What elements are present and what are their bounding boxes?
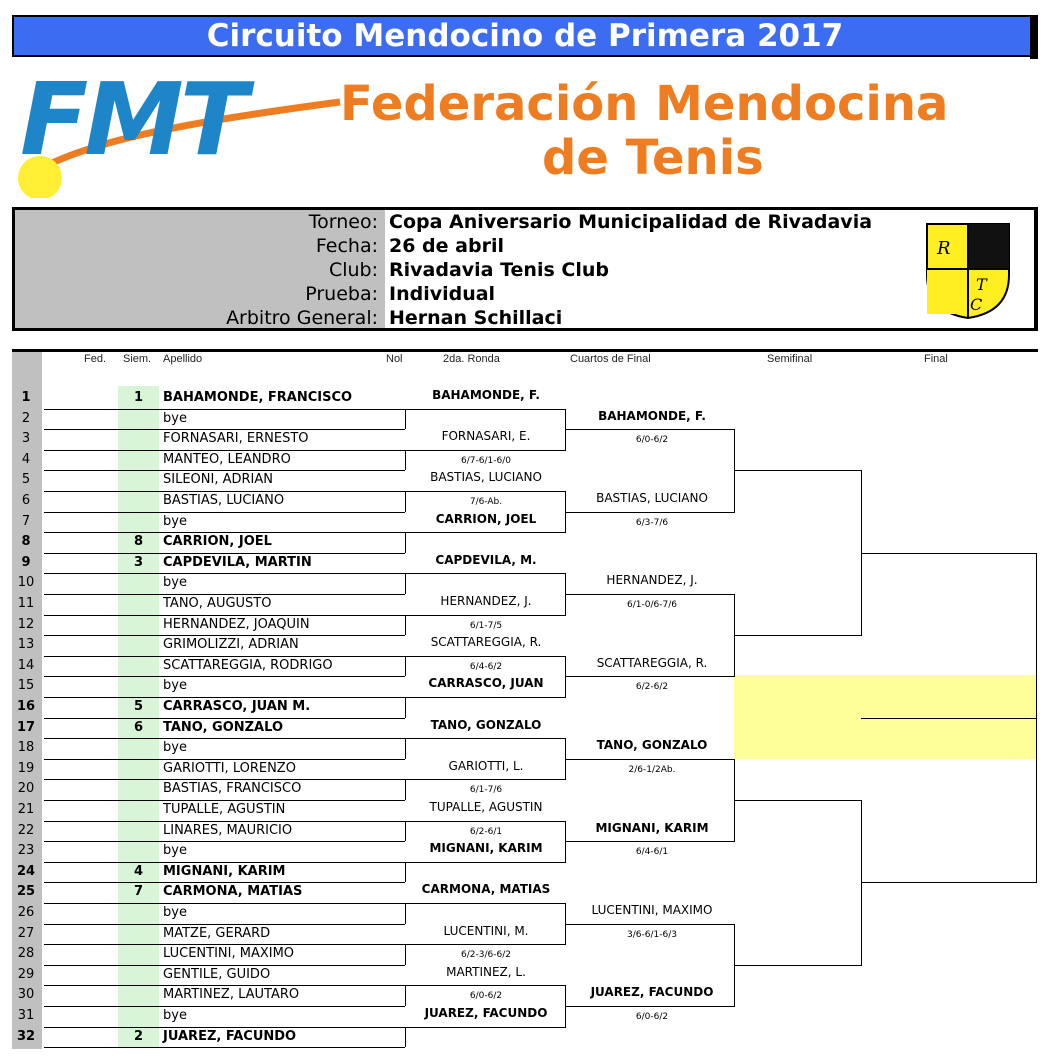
header-round2: 2da. Ronda (443, 353, 500, 365)
seed-number: 2 (133, 1028, 144, 1044)
club-letter-t: T (976, 275, 987, 294)
round2-winner: CARRASCO, JUAN (428, 676, 544, 691)
round2-connector (405, 779, 406, 800)
player-name: bye (163, 905, 187, 920)
player-name: SILEONI, ADRIAN (163, 472, 273, 488)
prueba-value: Individual (389, 283, 496, 305)
quarterfinal-winner: MIGNANI, KARIM (595, 820, 709, 835)
round2-line (405, 450, 565, 451)
header-semifinal: Semifinal (767, 353, 813, 365)
player-name: bye (163, 575, 187, 591)
draw-position: 14 (17, 657, 35, 673)
row-underline (44, 409, 405, 410)
draw-position: 32 (16, 1028, 36, 1044)
draw-position: 6 (21, 493, 31, 508)
seed-number: 7 (133, 884, 144, 900)
round2-winner: CARMONA, MATIAS (421, 882, 551, 897)
quarterfinal-score: 6/0-6/2 (635, 435, 669, 446)
draw-position: 30 (17, 987, 35, 1003)
quarterfinal-score: 3/6-6/1-6/3 (627, 929, 677, 940)
draw-position: 26 (17, 905, 35, 920)
draw-position: 19 (17, 760, 35, 776)
round2-score: 6/2-6/1 (469, 826, 503, 837)
champion-line (861, 718, 1037, 719)
draw-position: 13 (17, 637, 35, 653)
draw-position: 28 (17, 946, 35, 962)
round2-line (405, 903, 565, 904)
round2-line (405, 656, 565, 657)
player-name: GENTILE, GUIDO (163, 966, 271, 982)
round2-connector (405, 1027, 406, 1048)
round2-winner: GARIOTTI, L. (448, 758, 524, 773)
quarter-line (565, 1006, 735, 1007)
row-underline (44, 903, 405, 904)
round2-winner: CAPDEVILA, M. (435, 552, 537, 567)
round2-connector (405, 491, 406, 512)
player-name: TUPALLE, AGUSTIN (163, 802, 286, 817)
draw-position: 3 (21, 431, 31, 447)
round2-score: 6/4-6/2 (469, 661, 503, 672)
row-underline (44, 676, 405, 677)
round2-connector (405, 821, 406, 842)
quarterfinal-score: 6/3-7/6 (635, 517, 669, 528)
draw-position: 12 (17, 616, 35, 632)
final-line (861, 553, 1037, 554)
round2-connector (405, 985, 406, 1006)
seed-number: 8 (133, 534, 144, 550)
club-letter-c: C (970, 295, 983, 314)
player-name: GRIMOLIZZI, ADRIAN (163, 637, 299, 653)
round2-winner: SCATTAREGGIA, R. (430, 635, 542, 650)
round2-line (405, 985, 565, 986)
draw-position: 7 (21, 513, 31, 529)
draw-position: 24 (16, 863, 36, 879)
row-underline (44, 841, 405, 842)
quarterfinal-winner: LUCENTINI, MAXIMO (591, 903, 713, 917)
club-value: Rivadavia Tenis Club (389, 259, 609, 281)
draw-position: 8 (21, 534, 31, 550)
draw-position: 25 (16, 884, 36, 900)
round2-line (405, 491, 565, 492)
quarter-line (565, 676, 735, 677)
round2-winner: LUCENTINI, M. (443, 923, 529, 938)
round2-line (405, 738, 565, 739)
round2-connector (405, 573, 406, 594)
player-name: CAPDEVILA, MARTIN (163, 554, 312, 570)
quarter-line (565, 924, 735, 925)
federation-name-line2: de Tenis (542, 130, 764, 186)
draw-position: 27 (17, 925, 35, 941)
round2-line (405, 409, 565, 410)
draw-position: 1 (21, 390, 31, 405)
round2-line (405, 697, 565, 698)
round2-line (405, 1027, 565, 1028)
semifinal-line (734, 635, 862, 636)
fmt-acronym: FMT (20, 61, 245, 178)
semifinal-line (734, 965, 862, 966)
round2-winner: TUPALLE, AGUSTIN (429, 800, 543, 814)
round2-score: 7/6-Ab. (469, 497, 503, 507)
round2-score: 6/1-7/5 (469, 620, 503, 631)
header-fed: Fed. (84, 353, 107, 365)
row-underline (44, 512, 405, 513)
quarter-line (565, 759, 735, 760)
player-name: LUCENTINI, MAXIMO (163, 946, 295, 962)
draw-position: 20 (17, 781, 35, 797)
draw-position: 18 (17, 740, 35, 756)
round2-score: 6/7-6/1-6/0 (461, 455, 511, 466)
player-name: TANO, AUGUSTO (163, 596, 272, 611)
round2-line (405, 532, 565, 533)
torneo-label: Torneo: (308, 211, 378, 233)
quarterfinal-winner: HERNANDEZ, J. (606, 573, 698, 588)
round2-winner: BAHAMONDE, F. (432, 388, 540, 402)
seed-number: 3 (133, 554, 144, 570)
seed-number: 4 (133, 863, 144, 879)
seed-number: 1 (133, 390, 144, 405)
round2-line (405, 779, 565, 780)
quarterfinal-winner: TANO, GONZALO (596, 738, 708, 753)
quarter-line (565, 594, 735, 595)
round2-connector (405, 697, 406, 718)
arbitro-label: Arbitro General: (226, 307, 378, 329)
header-siem: Siem. (123, 353, 152, 365)
round2-winner: TANO, GONZALO (430, 717, 542, 732)
player-name: CARRION, JOEL (163, 534, 272, 550)
draw-position: 5 (21, 472, 31, 488)
draw-position: 16 (16, 699, 36, 714)
federation-name-line1: Federación Mendocina (340, 76, 949, 132)
quarterfinal-winner: BASTIAS, LUCIANO (596, 491, 708, 505)
draw-position: 22 (17, 822, 35, 838)
club-letter-r: R (937, 238, 951, 259)
final-line (861, 882, 1037, 883)
fecha-value: 26 de abril (389, 235, 504, 257)
round2-score: 6/0-6/2 (469, 991, 503, 1002)
player-name: MIGNANI, KARIM (163, 863, 286, 879)
player-name: SCATTAREGGIA, RODRIGO (163, 657, 333, 673)
round2-line (405, 944, 565, 945)
round2-connector (405, 944, 406, 965)
player-name: bye (163, 1008, 187, 1023)
draw-bracket (12, 349, 1038, 1049)
seed-number: 5 (133, 699, 144, 714)
player-name: CARMONA, MATIAS (163, 884, 303, 900)
player-name: MARTINEZ, LAUTARO (163, 987, 300, 1003)
round2-winner: MARTINEZ, L. (446, 964, 526, 979)
row-underline (44, 738, 405, 739)
fmt-logo (10, 62, 1040, 198)
player-name: HERNANDEZ, JOAQUIN (163, 616, 310, 632)
row-underline (44, 1047, 405, 1048)
draw-position: 29 (17, 966, 35, 982)
player-name: bye (163, 843, 187, 859)
round2-connector (405, 532, 406, 553)
header-apellido: Apellido (163, 353, 203, 365)
round2-winner: CARRION, JOEL (435, 511, 537, 526)
prueba-label: Prueba: (305, 283, 378, 305)
quarterfinal-score: 6/1-0/6-7/6 (627, 600, 677, 610)
round2-connector (405, 615, 406, 636)
player-name: bye (163, 513, 187, 529)
header-nol: Nol (386, 353, 403, 365)
round2-score: 6/1-7/6 (469, 785, 503, 796)
player-name: BASTIAS, LUCIANO (163, 493, 285, 508)
player-name: LINARES, MAURICIO (163, 822, 293, 838)
header-final: Final (924, 353, 948, 365)
round2-connector (405, 862, 406, 883)
quarterfinal-winner: SCATTAREGGIA, R. (596, 655, 708, 670)
semifinal-line (734, 470, 862, 471)
quarterfinal-score: 6/4-6/1 (635, 847, 669, 858)
draw-position: 31 (17, 1008, 35, 1023)
quarterfinal-winner: JUAREZ, FACUNDO (590, 985, 714, 1000)
row-underline (44, 573, 405, 574)
player-name: GARIOTTI, LORENZO (163, 760, 296, 776)
quarterfinal-score: 6/2-6/2 (635, 682, 669, 693)
round2-connector (405, 738, 406, 759)
player-name: MANTEO, LEANDRO (163, 451, 291, 467)
quarter-line (565, 841, 735, 842)
draw-position: 11 (17, 596, 35, 611)
row-underline (44, 1006, 405, 1007)
player-name: bye (163, 678, 187, 694)
quarter-line (565, 429, 735, 430)
round2-connector (405, 903, 406, 924)
round2-winner: JUAREZ, FACUNDO (424, 1006, 548, 1020)
round2-line (405, 821, 565, 822)
club-shield-icon (923, 220, 1013, 320)
draw-position: 10 (17, 575, 35, 591)
page-title: Circuito Mendocino de Primera 2017 (12, 15, 1038, 57)
round2-winner: BASTIAS, LUCIANO (430, 470, 542, 485)
club-label: Club: (328, 259, 378, 281)
round2-connector (405, 656, 406, 677)
round2-connector (405, 450, 406, 471)
seed-number: 6 (133, 719, 144, 735)
round2-winner: FORNASARI, E. (441, 429, 531, 444)
draw-position: 4 (21, 451, 31, 467)
round2-score: 6/2-3/6-6/2 (461, 950, 511, 961)
quarterfinal-score: 6/0-6/2 (635, 1012, 669, 1022)
draw-position: 21 (17, 802, 35, 817)
round2-line (405, 615, 565, 616)
semifinal-line (734, 800, 862, 801)
title-shadow (1030, 15, 1038, 59)
tournament-info (12, 207, 1038, 331)
draw-position: 2 (21, 410, 31, 426)
round2-line (405, 573, 565, 574)
player-name: BASTIAS, FRANCISCO (163, 781, 302, 797)
quarterfinal-winner: BAHAMONDE, F. (598, 408, 706, 423)
player-name: TANO, GONZALO (163, 719, 283, 735)
fecha-label: Fecha: (315, 235, 378, 257)
draw-position: 17 (16, 719, 36, 735)
player-name: JUAREZ, FACUNDO (163, 1028, 297, 1044)
player-name: bye (163, 740, 187, 756)
quarterfinal-score: 2/6-1/2Ab. (628, 764, 676, 775)
draw-position: 15 (17, 678, 35, 694)
round2-winner: HERNANDEZ, J. (440, 594, 532, 608)
round2-connector (405, 409, 406, 430)
quarter-line (565, 512, 735, 513)
player-name: CARRASCO, JUAN M. (163, 699, 311, 714)
player-name: BAHAMONDE, FRANCISCO (163, 390, 353, 405)
torneo-value: Copa Aniversario Municipalidad de Rivadavia (389, 211, 873, 233)
round2-line (405, 862, 565, 863)
round2-winner: MIGNANI, KARIM (429, 841, 543, 856)
header-quarterfinal: Cuartos de Final (570, 353, 651, 365)
arbitro-value: Hernan Schillaci (389, 307, 563, 329)
player-name: MATZE, GERARD (163, 925, 271, 941)
draw-position: 9 (21, 554, 31, 570)
draw-position: 23 (17, 843, 35, 859)
player-name: FORNASARI, ERNESTO (163, 431, 309, 447)
player-name: bye (163, 410, 187, 426)
